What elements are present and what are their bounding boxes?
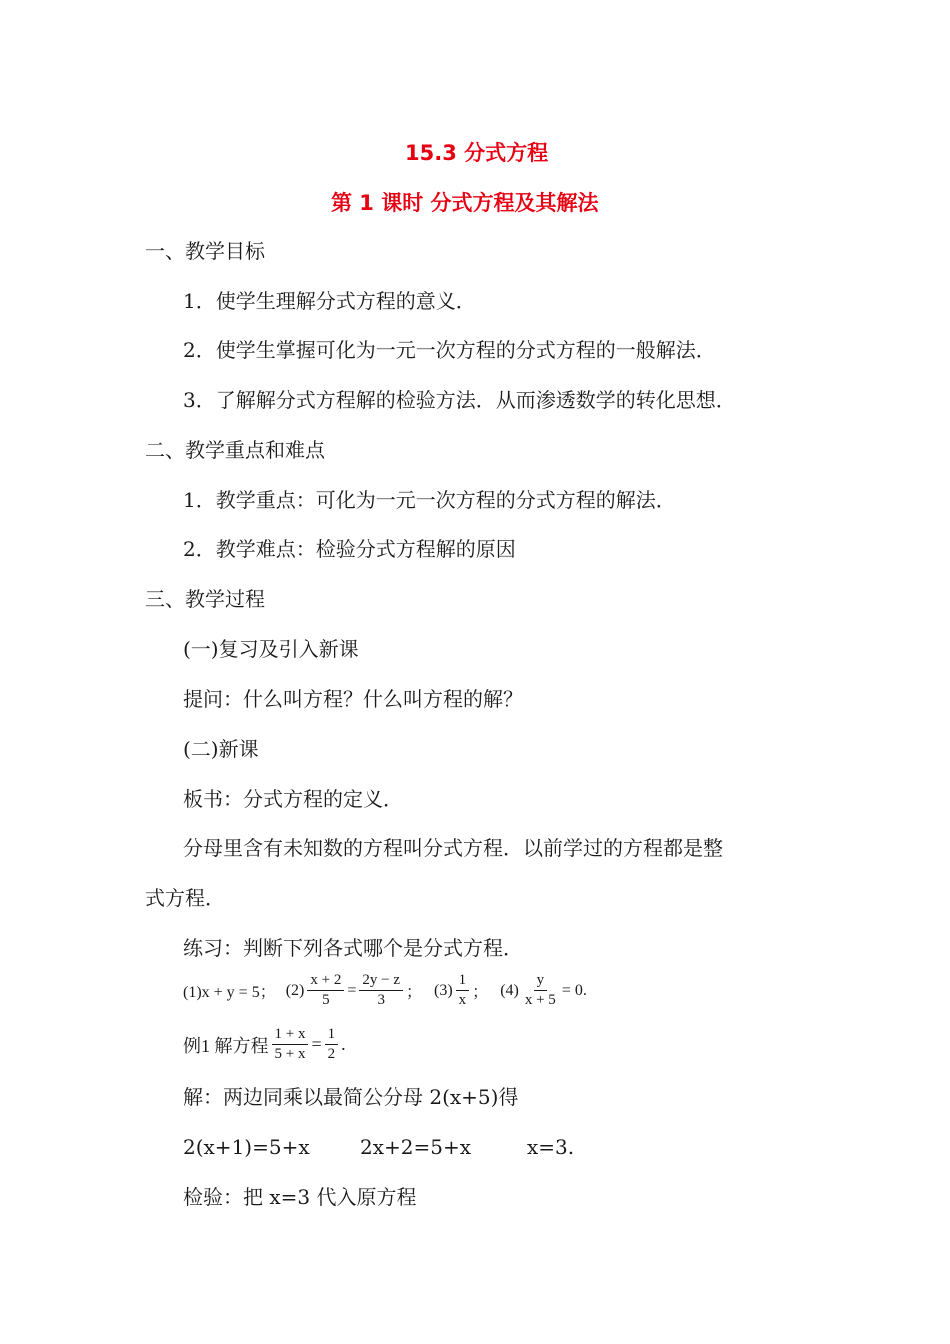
goal-item: 1．使学生理解分式方程的意义． — [183, 289, 476, 313]
example-label: 例1 解方程 — [183, 1035, 269, 1056]
denominator: x + 5 — [524, 992, 556, 1008]
equals-sign: = — [311, 1034, 322, 1054]
keypoint-item: 2．教学难点：检验分式方程解的原因 — [183, 537, 516, 561]
denominator: 5 — [322, 992, 330, 1008]
denominator: x — [458, 992, 467, 1008]
section-heading-keypoints: 二、教学重点和难点 — [145, 438, 325, 462]
example-1 — [183, 1026, 346, 1063]
numerator: 2y − z — [359, 972, 403, 991]
fraction — [325, 1026, 339, 1063]
check-text: 检验：把 x=3 代入原方程 — [183, 1185, 417, 1209]
numerator: 1 + x — [272, 1026, 309, 1045]
separator: ； — [472, 984, 489, 1001]
keypoint-item: 1．教学重点：可化为一元一次方程的分式方程的解法． — [183, 488, 676, 512]
equation-4-end: = 0. — [561, 981, 587, 999]
question-text: 提问：什么叫方程？什么叫方程的解？ — [183, 687, 523, 711]
equation-2-label: (2) — [285, 981, 305, 999]
numerator: x + 2 — [307, 972, 344, 991]
solution-text: 解：两边同乘以最简公分母 2(x+5)得 — [183, 1085, 519, 1109]
fraction — [307, 972, 344, 1009]
example-end: . — [341, 1034, 346, 1054]
solution-step-3: x=3. — [527, 1135, 575, 1159]
definition-line: 式方程． — [145, 886, 225, 910]
subsection-review: (一)复习及引入新课 — [183, 637, 359, 661]
board-text: 板书：分式方程的定义． — [183, 787, 403, 811]
solution-step-2: 2x+2=5+x — [360, 1135, 472, 1159]
practice-prompt: 练习：判断下列各式哪个是分式方程． — [183, 936, 523, 960]
definition-line: 分母里含有未知数的方程叫分式方程．以前学过的方程都是整 — [183, 836, 723, 860]
equation-1: (1)x + y = 5； — [183, 984, 276, 1001]
equation-3-label: (3) — [434, 981, 453, 999]
fraction — [359, 972, 403, 1009]
numerator: y — [534, 972, 548, 991]
fraction — [456, 972, 470, 1009]
page-title: 15.3 分式方程 — [405, 141, 549, 165]
equation-4-label: (4) — [500, 981, 519, 999]
subsection-newlesson: (二)新课 — [183, 737, 259, 761]
denominator: 2 — [327, 1046, 336, 1062]
goal-item: 3．了解解分式方程解的检验方法．从而渗透数学的转化思想． — [183, 388, 736, 412]
solution-step-1: 2(x+1)=5+x — [183, 1135, 310, 1159]
section-heading-goals: 一、教学目标 — [145, 239, 265, 263]
section-heading-process: 三、教学过程 — [145, 587, 265, 611]
practice-equations — [183, 972, 587, 1009]
page-subtitle: 第 1 课时 分式方程及其解法 — [331, 191, 599, 215]
numerator: 1 — [325, 1026, 339, 1045]
equals-sign: = — [347, 981, 357, 999]
fraction — [522, 972, 559, 1009]
denominator: 5 + x — [274, 1046, 306, 1062]
separator: ； — [406, 984, 423, 1001]
numerator: 1 — [456, 972, 470, 991]
goal-item: 2．使学生掌握可化为一元一次方程的分式方程的一般解法． — [183, 338, 716, 362]
denominator: 3 — [377, 992, 385, 1008]
fraction — [272, 1026, 309, 1063]
